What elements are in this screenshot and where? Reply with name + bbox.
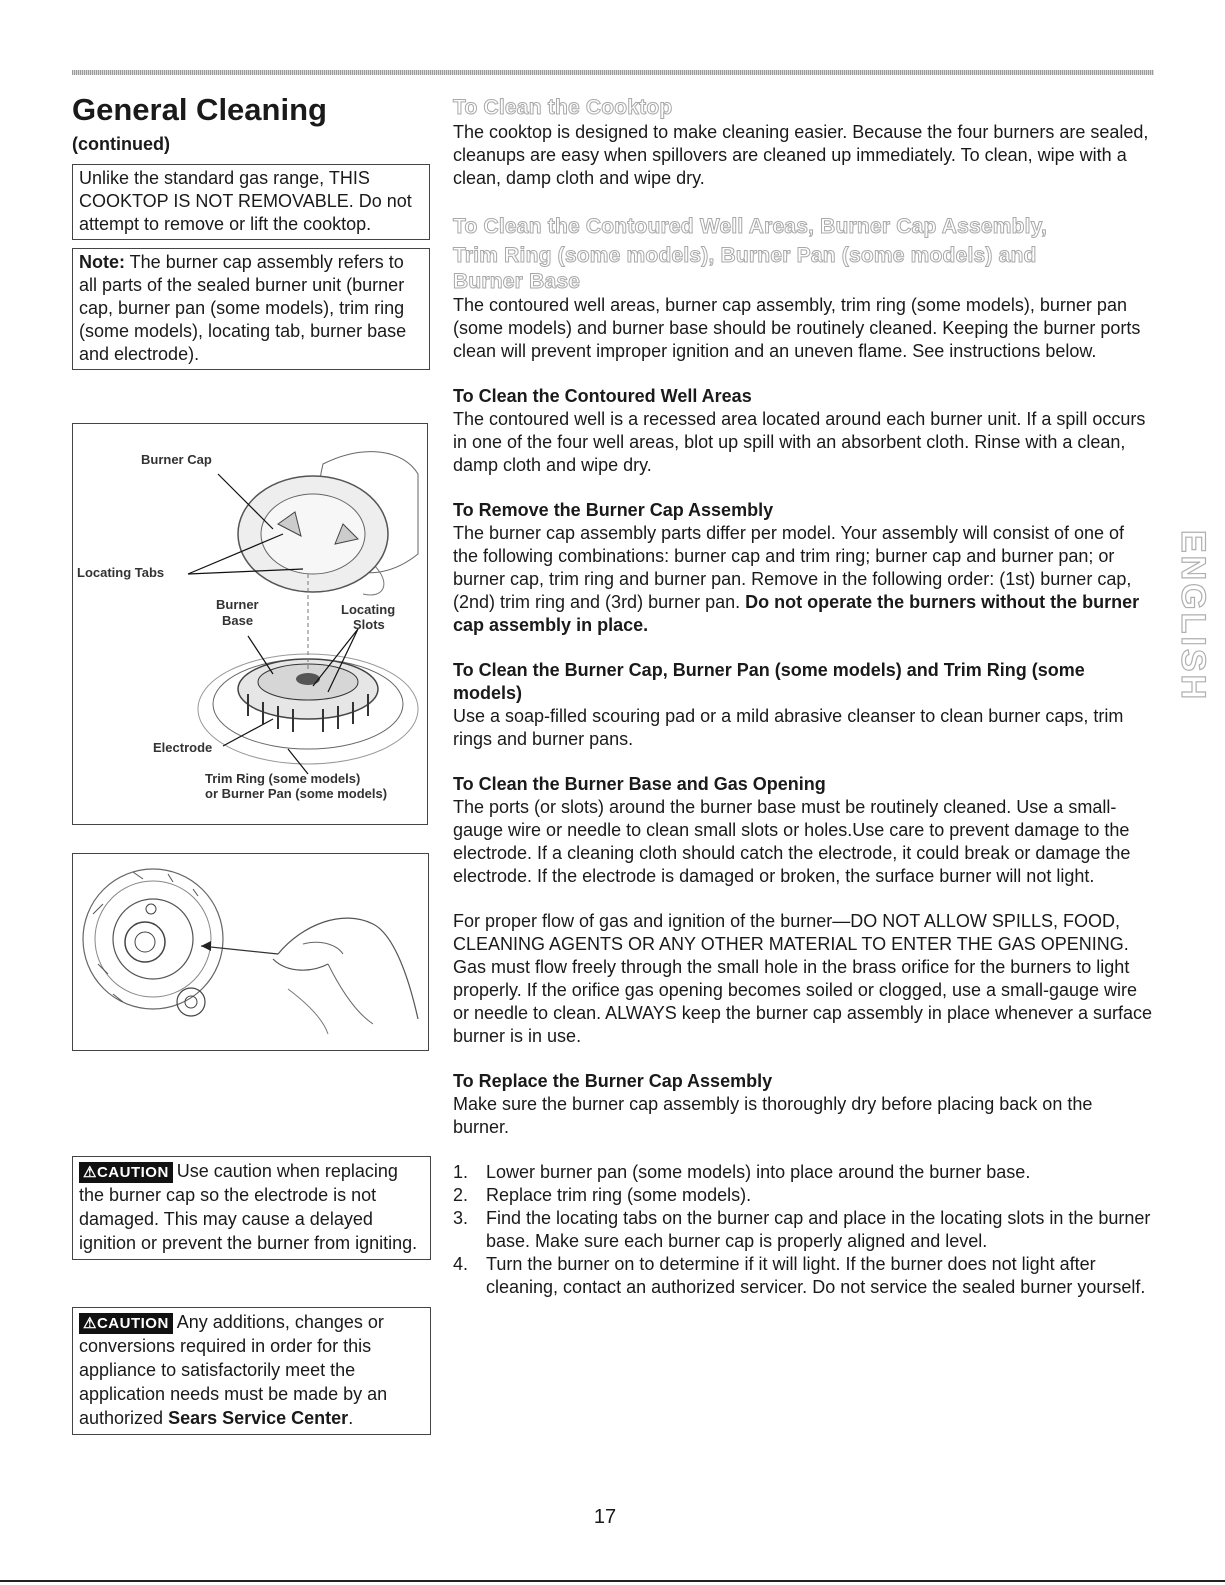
caution-text-end: . [348,1408,354,1428]
step-number: 1. [453,1162,469,1182]
step-number: 3. [453,1208,469,1228]
para-remove-cap-warning: Do not operate the burners without the burner cap assembly in place. [453,592,1140,635]
para-clean-cap: Use a soap-filled scouring pad or a mild abrasive cleanser to clean burner caps, trim rings and burner pans. [453,706,1124,749]
label-electrode: Electrode [153,740,213,755]
caution-box-electrode [72,1156,431,1260]
label-trim-ring-line2: or Burner Pan (some models) [205,786,388,801]
step-text: Replace trim ring (some models). [486,1185,752,1205]
removal-warning-box: Unlike the standard gas range, THIS COOKTOP IS NOT REMOVABLE. Do not attempt to remove or lift the cooktop. [72,164,430,240]
list-item [453,1253,1153,1299]
step-text: Turn the burner on to determine if it will light. If the burner does not light after cleaning, contact an authorized servicer. Do not service the sealed burner yourself. [486,1254,1146,1297]
language-side-tab: ENGLISH [1174,530,1212,703]
burner-base-cleaning-figure [72,853,429,1051]
label-locating-tabs: Locating Tabs [77,565,165,580]
list-item [453,1207,1153,1253]
page-number: 17 [593,1506,617,1528]
note-box [72,248,430,370]
para-replace-cap: Make sure the burner cap assembly is thoroughly dry before placing back on the burner. [453,1094,1093,1137]
replace-steps-list [453,1161,1153,1299]
label-trim-ring-line1: Trim Ring (some models) [205,771,361,786]
bottom-rule [0,1580,1225,1582]
wire-cleaning-illustration [73,854,428,1050]
heading-contoured-line2: Trim Ring (some models), Burner Pan (some models) and [453,244,1037,267]
burner-assembly-figure [72,423,428,825]
subheading-clean-cap: To Clean the Burner Cap, Burner Pan (some models) and Trim Ring (some models) [453,660,1085,703]
left-column [72,92,432,370]
caution-badge: ⚠CAUTION [79,1313,173,1334]
caution-box-service [72,1307,431,1435]
step-number: 4. [453,1254,469,1274]
note-label: Note: [79,252,125,272]
label-locating-slots-line1: Locating [341,602,396,617]
label-burner-base-line2: Base [222,613,254,628]
note-text: The burner cap assembly refers to all parts of the sealed burner unit (burner cap, burner pan (some models), trim ring (some models), locating tab, burner base and electrode). [79,252,407,364]
top-rule [72,70,1154,75]
label-burner-cap: Burner Cap [141,452,212,467]
list-item [453,1161,1153,1184]
subheading-clean-base: To Clean the Burner Base and Gas Opening [453,774,826,794]
caution-text-electrode: Use caution when replacing the burner cap so the electrode is not damaged. This may cause a delayed ignition or prevent the burner from igniting. [79,1161,418,1253]
step-text: Find the locating tabs on the burner cap and place in the locating slots in the burner base. Make sure each burner cap is properly aligned and level. [486,1208,1151,1251]
page-subtitle: (continued) [72,134,170,154]
right-column [453,94,1153,1299]
heading-clean-cooktop: To Clean the Cooktop [453,96,673,119]
subheading-replace-cap: To Replace the Burner Cap Assembly [453,1071,773,1091]
caution-badge-label: CAUTION [96,1315,169,1332]
para-remove-cap [453,522,1153,637]
para-gas-flow: For proper flow of gas and ignition of the burner—DO NOT ALLOW SPILLS, FOOD, CLEANING AGENTS OR ANY OTHER MATERIAL TO ENTER THE GAS OPENING. Gas must flow freely through the small hole in the brass orifice for the burners to light properly. If the orifice gas opening becomes soiled or clogged, use a small-gauge wire or needle to clean. ALWAYS keep the burner cap assembly in place whenever a surface burner is in use. [453,911,1153,1046]
caution-badge-label: CAUTION [96,1164,169,1181]
subheading-well-areas: To Clean the Contoured Well Areas [453,386,752,406]
para-remove-cap-text: The burner cap assembly parts differ per model. Your assembly will consist of one of the following combinations: burner cap and trim ring; burner cap and burner pan; or burner cap, trim ring and burner pan. Remove in the following order: (1st) burner cap, (2nd) trim ring and (3rd) burner pan. [453,523,1132,612]
para-clean-base: The ports (or slots) around the burner base must be routinely cleaned. Use a small-gauge wire or needle to clean small slots or holes.Use care to prevent damage to the electrode. If a cleaning cloth should catch the electrode, it could break or damage the electrode. If the electrode is damaged or broken, the surface burner will not light. [453,797,1131,886]
sears-service-center: Sears Service Center [168,1408,349,1428]
list-item [453,1184,1153,1207]
heading-contoured-line3: Burner Base [453,270,581,293]
para-clean-cooktop: The cooktop is designed to make cleaning easier. Because the four burners are sealed, cleanups are easy when spillovers are cleaned up immediately. To clean, wipe with a clean, damp cloth and wipe dry. [453,122,1149,188]
para-well-areas: The contoured well is a recessed area located around each burner unit. If a spill occurs in one of the four well areas, blot up spill with an absorbent cloth. Rinse with a clean, damp cloth and wipe dry. [453,409,1146,475]
subheading-remove-cap: To Remove the Burner Cap Assembly [453,500,774,520]
caution-text-service: Any additions, changes or conversions required in order for this appliance to satisfactorily meet the application needs must be made by an authorized [79,1312,388,1428]
label-burner-base-line1: Burner [216,597,259,612]
caution-badge: ⚠CAUTION [79,1162,173,1183]
para-contoured: The contoured well areas, burner cap assembly, trim ring (some models), burner pan (some models) and burner base should be routinely cleaned. Keeping the burner ports clean will prevent improper ignition and an uneven flame. See instructions below. [453,295,1141,361]
step-number: 2. [453,1185,469,1205]
label-locating-slots-line2: Slots [353,617,385,632]
page-title: General Cleaning [72,92,327,127]
heading-contoured-line1: To Clean the Contoured Well Areas, Burner Cap Assembly, [453,215,1048,238]
step-text: Lower burner pan (some models) into place around the burner base. [486,1162,1031,1182]
